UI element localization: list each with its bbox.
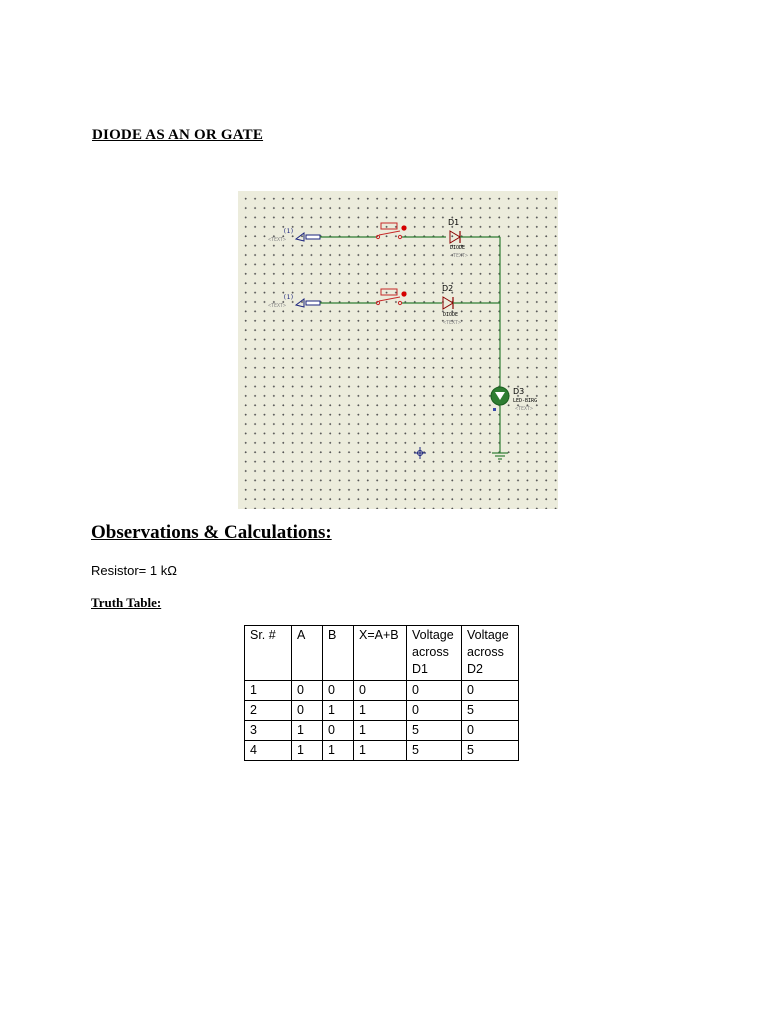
- circuit-schematic: [238, 191, 558, 509]
- cell-x: 1: [354, 721, 407, 741]
- input1-label: (1): [283, 228, 294, 235]
- cell-v-d1: 0: [407, 681, 462, 701]
- switch2-contact: [376, 301, 379, 304]
- cell-sr: 4: [245, 741, 292, 761]
- input2-icon: [296, 299, 304, 307]
- cell-v-d2: 0: [462, 721, 519, 741]
- cell-a: 0: [292, 701, 323, 721]
- header-voltage-d1: Voltage across D1: [407, 626, 462, 681]
- d2-symbol: [443, 297, 453, 309]
- cell-a: 0: [292, 681, 323, 701]
- cell-x: 0: [354, 681, 407, 701]
- d1-name: D1: [448, 218, 460, 227]
- cell-b: 1: [323, 701, 354, 721]
- cell-v-d2: 5: [462, 701, 519, 721]
- d2-type: DIODE: [443, 312, 459, 318]
- table-row: [245, 721, 519, 741]
- cell-x: 1: [354, 701, 407, 721]
- header-voltage-d2: Voltage across D2: [462, 626, 519, 681]
- cell-a: 1: [292, 721, 323, 741]
- switch2-indicator: [401, 291, 406, 296]
- document-title: DIODE AS AN OR GATE: [92, 127, 264, 143]
- d3-name: D3: [513, 387, 525, 396]
- cell-a: 1: [292, 741, 323, 761]
- table-row: [245, 681, 519, 701]
- input1-icon: [296, 233, 304, 241]
- d1-type: DIODE: [450, 245, 466, 251]
- header-b: B: [323, 626, 354, 681]
- cell-b: 1: [323, 741, 354, 761]
- input2-text-tag: <TEXT>: [268, 303, 287, 309]
- observations-heading: Observations & Calculations:: [91, 522, 332, 543]
- table-row: [245, 701, 519, 721]
- cell-sr: 1: [245, 681, 292, 701]
- truth-table-header-row: [245, 626, 519, 681]
- table-row: [245, 741, 519, 761]
- resistor-value: Resistor= 1 kΩ: [91, 563, 177, 578]
- cell-sr: 3: [245, 721, 292, 741]
- input2-label: (1): [283, 294, 294, 301]
- d2-name: D2: [442, 284, 454, 293]
- cell-v-d1: 0: [407, 701, 462, 721]
- input1-terminal: [306, 235, 320, 239]
- cell-v-d2: 5: [462, 741, 519, 761]
- svg-text:<TEXT>: <TEXT>: [443, 320, 462, 326]
- d1-symbol: [450, 231, 460, 243]
- cell-x: 1: [354, 741, 407, 761]
- circuit-diagram: [238, 191, 558, 509]
- switch1-indicator: [401, 225, 406, 230]
- input2-terminal: [306, 301, 320, 305]
- truth-table: [244, 625, 519, 761]
- cell-sr: 2: [245, 701, 292, 721]
- switch2-button: [381, 289, 397, 295]
- truth-table-title: Truth Table:: [91, 595, 162, 610]
- cell-b: 0: [323, 681, 354, 701]
- d3-type: LED-BIRG: [513, 398, 538, 404]
- cell-v-d1: 5: [407, 741, 462, 761]
- input1-text-tag: <TEXT>: [268, 237, 287, 243]
- cell-v-d1: 5: [407, 721, 462, 741]
- header-sr: Sr. #: [245, 626, 292, 681]
- d3-marker: [493, 408, 496, 411]
- header-a: A: [292, 626, 323, 681]
- header-x: X=A+B: [354, 626, 407, 681]
- switch1-button: [381, 223, 397, 229]
- svg-text:<TEXT>: <TEXT>: [515, 406, 534, 412]
- svg-text:<TEXT>: <TEXT>: [450, 253, 469, 259]
- cell-b: 0: [323, 721, 354, 741]
- switch1-contact: [376, 235, 379, 238]
- cell-v-d2: 0: [462, 681, 519, 701]
